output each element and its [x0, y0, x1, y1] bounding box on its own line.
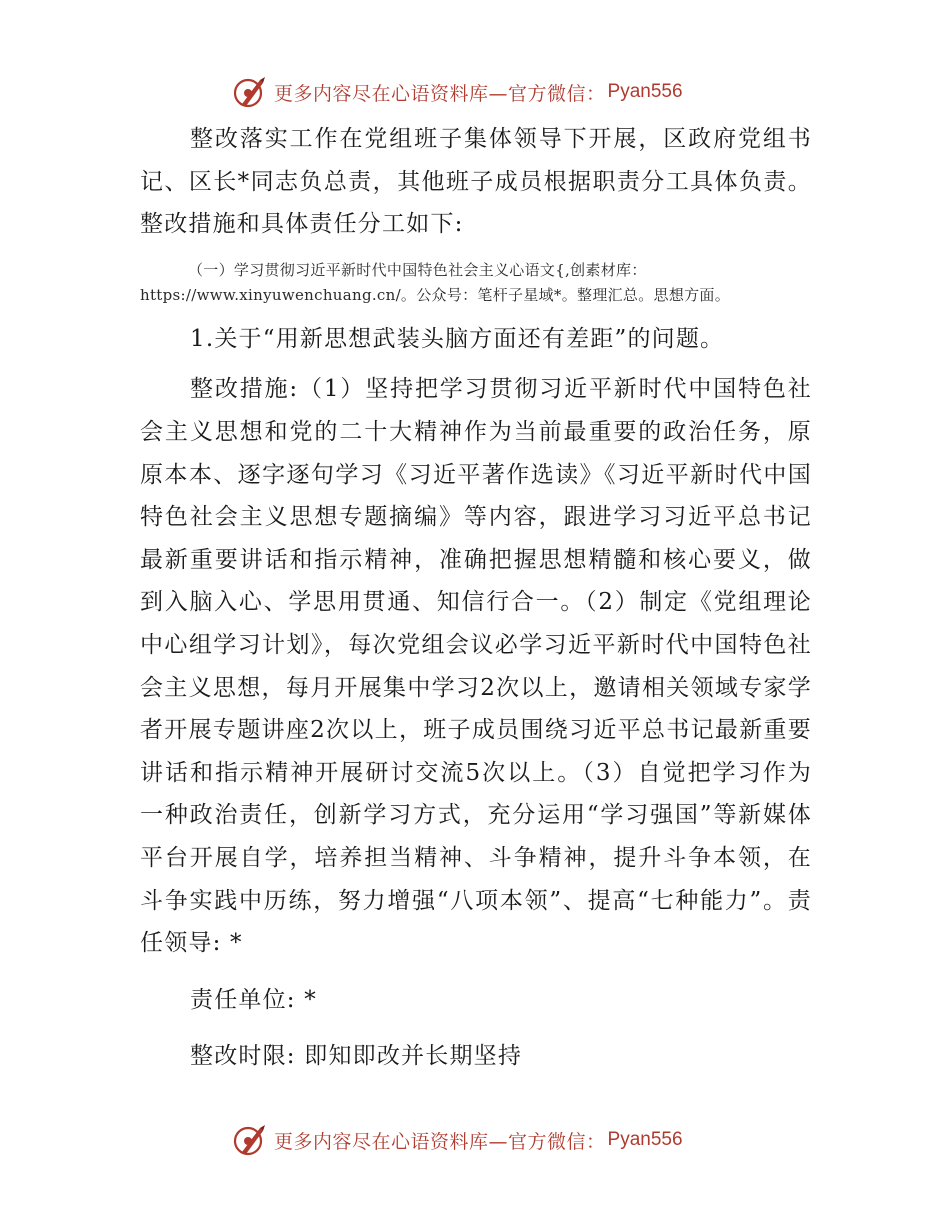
pen-seal-icon: [232, 1122, 268, 1158]
intro-paragraph: 整改落实工作在党组班子集体领导下开展，区政府党组书记、区长*同志负总责，其他班子成员根据职责分工具体负责。整改措施和具体责任分工如下:: [140, 126, 812, 238]
wechat-id: Pyan556: [607, 81, 683, 102]
wechat-id: Pyan556: [607, 1129, 683, 1150]
section-heading: [140, 258, 812, 308]
document-body: [140, 118, 812, 1078]
item-title: 1.关于“用新思想武装头脑方面还有差距”的问题。: [190, 325, 725, 352]
deadline: 整改时限: 即知即改并长期坚持: [190, 1043, 523, 1070]
banner-text: 更多内容尽在心语资料库—官方微信：: [274, 1130, 606, 1153]
section-heading-text: （一）学习贯彻习近平新时代中国特色社会主义心语文{,创素材库：https://www.xinyuwenchuang.cn/。公众号：笔杆子星域*。整理汇总。思想方面。: [140, 260, 731, 304]
header-banner: [232, 72, 683, 112]
responsible-unit: 责任单位: *: [190, 986, 317, 1013]
pen-seal-icon: [232, 74, 268, 110]
footer-banner: [232, 1120, 683, 1160]
banner-text: 更多内容尽在心语资料库—官方微信：: [274, 82, 606, 105]
measures-paragraph: 整改措施:（1）坚持把学习贯彻习近平新时代中国特色社会主义思想和党的二十大精神作为当前最重要的政治任务，原原本本、逐字逐句学习《习近平著作选读》《习近平新时代中国特色社会主义思想专题摘编》等内容，跟进学习习近平总书记最新重要讲话和指示精神，准确把握思想精髓和核心要义，做到入脑入心、学思用贯通、知信行合一。（2）制定《党组理论中心组学习计划》，每次党组会议必学习近平新时代中国特色社会主义思想，每月开展集中学习2次以上，邀请相关领域专家学者开展专题讲座2次以上，班子成员围绕习近平总书记最新重要讲话和指示精神开展研讨交流5次以上。（3）自觉把学习作为一种政治责任，创新学习方式，充分运用“学习强国”等新媒体平台开展自学，培养担当精神、斗争精神，提升斗争本领，在斗争实践中历练，努力增强“八项本领”、提高“七种能力”。责任领导: *: [140, 376, 812, 957]
